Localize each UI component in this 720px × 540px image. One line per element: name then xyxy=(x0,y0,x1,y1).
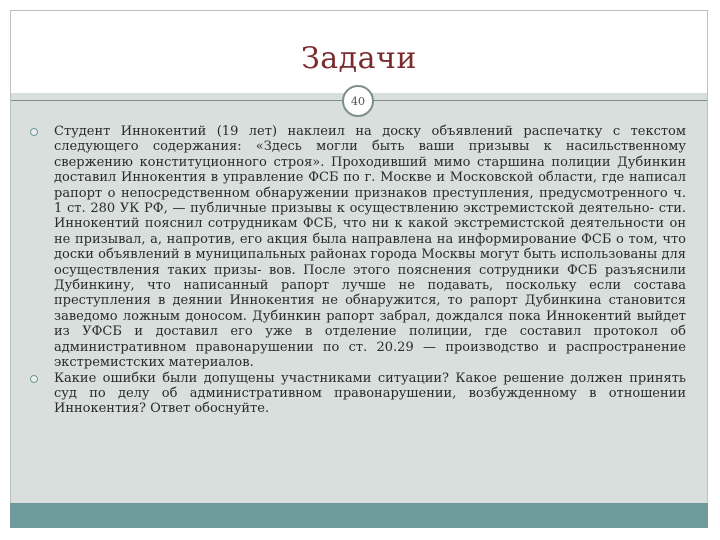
page-number: 40 xyxy=(351,94,365,108)
bullet-text: Какие ошибки были допущены участниками ситуации? Какое решение должен принять суд по делу об административном правонарушении, возбужденному в отношении Иннокентия? Ответ обоснуйте. xyxy=(54,370,686,417)
bullet-marker-icon xyxy=(30,375,38,383)
bullet-item xyxy=(30,371,686,417)
bullet-text: Студент Иннокентий (19 лет) наклеил на доску объявлений распечатку с текстом следующего содержания: «Здесь могли быть ваши призывы к насильственному свержению конституционного строя». Проходивший мимо старшина полиции Дубинкин доставил Иннокентия в управление ФСБ по г. Москве и Московской области, где написал рапорт о непосредственном обнаружении признаков преступления, предусмотренного ч. 1 ст. 280 УК РФ, — публичные призывы к осуществлению экстремистской деятельно- сти. Иннокентий пояснил сотрудникам ФСБ, что ни к какой экстремистской деятельности он не призывал, а, напротив, его акция была направлена на информирование ФСБ о том, что доски объявлений в муниципальных районах города Москвы могут быть использованы для осуществления таких призы- вов. После этого пояснения сотрудники ФСБ разъяснили Дубинкину, что написанный рапорт лучше не подавать, поскольку если состава преступления в деянии Иннокентия не обнаружится, то рапорт Дубинкина становится заведомо ложным доносом. Дубинкин рапорт забрал, дождался пока Иннокентий выйдет из УФСБ и доставил его уже в отделение полиции, где составил протокол об административном правонарушении по ст. 20.29 — производство и распространение экстремистских материалов. xyxy=(54,124,686,371)
footer-bar xyxy=(10,503,708,528)
title-area xyxy=(11,11,707,93)
slide-content xyxy=(30,124,686,417)
bullet-item xyxy=(30,124,686,371)
bullet-marker-icon xyxy=(30,128,38,136)
page-number-badge xyxy=(342,85,374,117)
slide-title: Задачи xyxy=(301,41,417,76)
